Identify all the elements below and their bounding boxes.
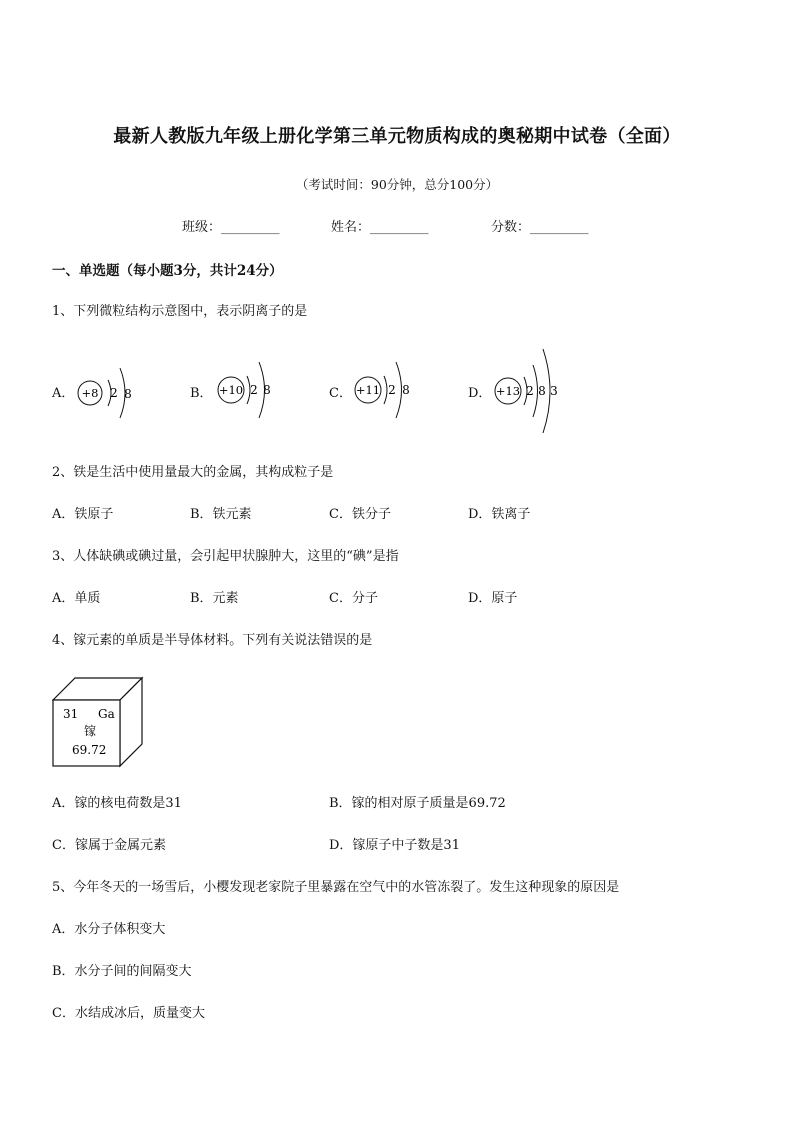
class-field[interactable]: 班级：_________ [182, 220, 280, 235]
element-name: 镓 [84, 724, 97, 738]
nucleus-charge: +11 [355, 383, 381, 397]
q3-option-d[interactable]: D．原子 [468, 591, 518, 606]
q1-option-a-letter[interactable]: A． [52, 386, 75, 401]
shell-3: 3 [550, 384, 558, 398]
q4-option-d[interactable]: D．镓原子中子数是31 [329, 838, 460, 853]
q2-option-d[interactable]: D．铁离子 [468, 507, 531, 522]
q3-option-c[interactable]: C．分子 [329, 591, 378, 606]
score-field[interactable]: 分数：_________ [491, 220, 589, 235]
q5-option-c[interactable]: C．水结成冰后，质量变大 [52, 1006, 205, 1021]
shell-2: 8 [538, 384, 546, 398]
exam-subtitle: （考试时间：90分钟，总分100分） [295, 177, 499, 192]
shell-2: 8 [124, 387, 132, 401]
q4-option-c[interactable]: C．镓属于金属元素 [52, 838, 166, 853]
q4-option-b[interactable]: B．镓的相对原子质量是69.72 [329, 796, 506, 811]
nucleus-charge: +8 [81, 386, 99, 400]
question-5: 5、今年冬天的一场雪后，小樱发现老家院子里暴露在空气中的水管冻裂了。发生这种现象的原因是 [52, 880, 620, 895]
shell-2: 8 [402, 383, 410, 397]
shell-1: 2 [526, 384, 534, 398]
q4-option-a[interactable]: A．镓的核电荷数是31 [52, 796, 182, 811]
q1-option-a-atom-diagram [74, 350, 154, 438]
shell-1: 2 [110, 386, 118, 400]
q2-option-c[interactable]: C．铁分子 [329, 507, 391, 522]
q5-option-b[interactable]: B．水分子间的间隔变大 [52, 964, 192, 979]
q1-option-d-letter[interactable]: D． [468, 386, 492, 401]
section-heading: 一、单选题（每小题3分，共计24分） [52, 263, 283, 279]
q2-option-a[interactable]: A．铁原子 [52, 507, 114, 522]
gallium-element-cube [52, 676, 148, 772]
shell-1: 2 [388, 383, 396, 397]
q3-option-a[interactable]: A．单质 [52, 591, 101, 606]
element-symbol: Ga [98, 707, 115, 721]
nucleus-charge: +10 [218, 383, 244, 397]
page-title: 最新人教版九年级上册化学第三单元物质构成的奥秘期中试卷（全面） [113, 126, 681, 147]
q1-option-b-atom-diagram [215, 348, 295, 436]
question-2: 2、铁是生活中使用量最大的金属，其构成粒子是 [52, 465, 334, 480]
shell-2: 8 [263, 383, 271, 397]
q2-option-b[interactable]: B．铁元素 [190, 507, 252, 522]
nucleus-charge: +13 [495, 384, 521, 398]
question-4: 4、镓元素的单质是半导体材料。下列有关说法错误的是 [52, 633, 373, 648]
question-3: 3、人体缺碘或碘过量，会引起甲状腺肿大，这里的“碘”是指 [52, 549, 399, 564]
question-1: 1、下列微粒结构示意图中，表示阴离子的是 [52, 304, 308, 319]
name-field[interactable]: 姓名：_________ [331, 220, 429, 235]
q5-option-a[interactable]: A．水分子体积变大 [52, 922, 166, 937]
q1-option-c-atom-diagram [352, 348, 432, 436]
atomic-mass: 69.72 [72, 743, 107, 757]
q3-option-b[interactable]: B．元素 [190, 591, 239, 606]
q1-option-b-letter[interactable]: B． [190, 386, 213, 401]
q1-option-d-atom-diagram [491, 343, 581, 443]
q1-option-c-letter[interactable]: C． [329, 386, 352, 401]
shell-1: 2 [250, 383, 258, 397]
atomic-number: 31 [63, 707, 79, 721]
